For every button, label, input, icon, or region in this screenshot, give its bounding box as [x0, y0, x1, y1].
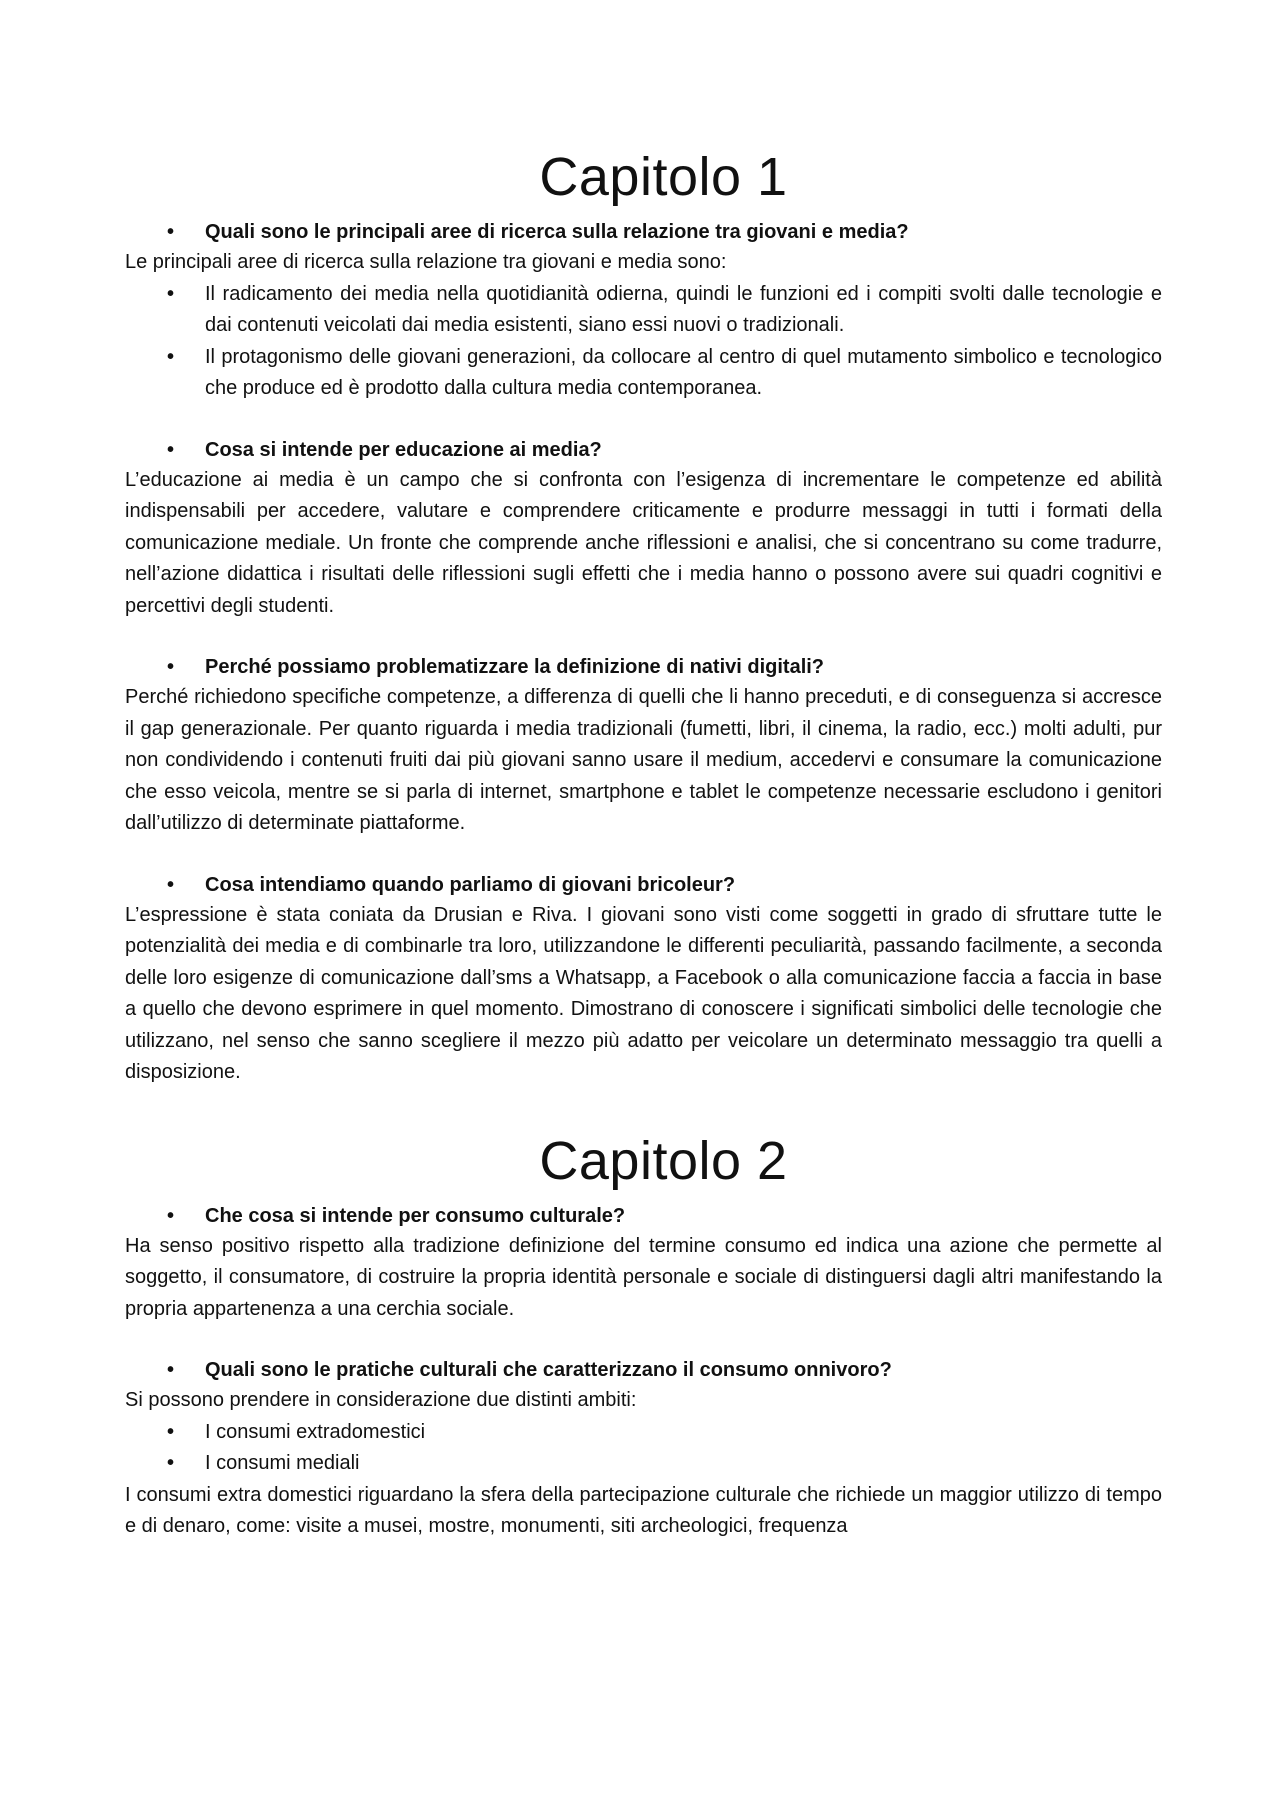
question-text: Quali sono le principali aree di ricerca sulla relazione tra giovani e media?: [205, 221, 909, 243]
bullet-icon: •: [167, 438, 175, 461]
bullet-icon: •: [167, 1420, 175, 1443]
list-item: [167, 279, 1162, 342]
bullet-icon: •: [167, 345, 175, 368]
answer-intro: Si possono prendere in considerazione due distinti ambiti:: [125, 1389, 637, 1411]
chapter-title: Capitolo 1: [539, 147, 788, 207]
bullet-icon: •: [167, 1204, 175, 1227]
answer-paragraph: Perché richiedono specifiche competenze, a differenza di quelli che li hanno preceduti, e di conseguenza si accresce il gap generazionale. Per quanto riguarda i media tradizionali (fumetti, libri, il cinema, la radio, ecc.) molti adulti, pur non condividendo i contenuti fruiti dai più giovani sanno usare il medium, accedervi e consumare la comunicazione che esso veicola, mentre se si parla di internet, smartphone e tablet le competenze necessarie escludono i genitori dall’utilizzo di determinate piattaforme.: [125, 686, 1162, 834]
bullet-icon: •: [167, 221, 175, 243]
bullet-icon: •: [167, 1452, 175, 1474]
bullet-icon: •: [167, 656, 175, 678]
answer-paragraph: L’espressione è stata coniata da Drusian e Riva. I giovani sono visti come soggetti in grado di sfruttare tutte le potenzialità dei media e di combinarle tra loro, utilizzandone le differenti peculiarità, passando facilmente, a seconda delle loro esigenze di comunicazione dall’sms a Whatsapp, a Facebook o alla comunicazione faccia a faccia in base a quello che devono esprimere in quel momento. Dimostrano di conoscere i significati simbolici delle tecnologie che utilizzano, nel senso che sanno scegliere il mezzo più adatto per veicolare un determinato messaggio tra quelli a disposizione.: [125, 903, 1162, 1083]
list-item-text: Il radicamento dei media nella quotidianità odierna, quindi le funzioni ed i compiti svolti dalle tecnologie e dai contenuti veicolati dai media esistenti, siano essi nuovi o tradizionali.: [205, 282, 1162, 336]
bullet-list: [125, 279, 1162, 405]
question-text: Cosa si intende per educazione ai media?: [205, 438, 602, 461]
question-heading: [125, 1201, 1162, 1231]
bullet-icon: •: [167, 1359, 175, 1381]
answer-paragraph: I consumi extra domestici riguardano la sfera della partecipazione culturale che richiede un maggior utilizzo di tempo e di denaro, come: visite a musei, mostre, monumenti, siti archeologici, frequenza: [125, 1483, 1162, 1537]
question-heading: [125, 435, 1162, 465]
chapter-title: Capitolo 2: [539, 1130, 788, 1191]
list-item-text: Il protagonismo delle giovani generazioni, da collocare al centro di quel mutamento simbolico e tecnologico che produce ed è prodotto dalla cultura media contemporanea.: [205, 345, 1162, 399]
bullet-icon: •: [167, 282, 175, 305]
list-item: [167, 1417, 1162, 1449]
question-heading: [125, 1355, 1162, 1385]
list-item-text: I consumi mediali: [205, 1452, 360, 1474]
list-item: [167, 1448, 1162, 1480]
question-heading: [125, 217, 1162, 247]
answer-paragraph: Ha senso positivo rispetto alla tradizione definizione del termine consumo ed indica una azione che permette al soggetto, il consumatore, di costruire la propria identità personale e sociale di distinguersi dagli altri manifestando la propria appartenenza a una cerchia sociale.: [125, 1234, 1162, 1320]
bullet-icon: •: [167, 873, 175, 896]
question-heading: [125, 652, 1162, 682]
question-text: Cosa intendiamo quando parliamo di giovani bricoleur?: [205, 873, 736, 896]
bullet-list: [125, 1417, 1162, 1480]
answer-paragraph: L’educazione ai media è un campo che si confronta con l’esigenza di incrementare le competenze ed abilità indispensabili per accedere, valutare e comprendere criticamente e produrre messaggi in tutti i formati della comunicazione mediale. Un fronte che comprende anche riflessioni e analisi, che si concentrano su come tradurre, nell’azione didattica i risultati delle riflessioni sugli effetti che i media hanno o possono avere sui quadri cognitivi e percettivi degli studenti.: [125, 468, 1162, 617]
list-item: [167, 342, 1162, 405]
answer-intro: Le principali aree di ricerca sulla relazione tra giovani e media sono:: [125, 251, 727, 273]
question-heading: [125, 870, 1162, 900]
question-text: Che cosa si intende per consumo culturale?: [205, 1204, 626, 1227]
question-text: Quali sono le pratiche culturali che caratterizzano il consumo onnivoro?: [205, 1359, 892, 1381]
question-text: Perché possiamo problematizzare la definizione di nativi digitali?: [205, 656, 825, 678]
list-item-text: I consumi extradomestici: [205, 1420, 426, 1443]
